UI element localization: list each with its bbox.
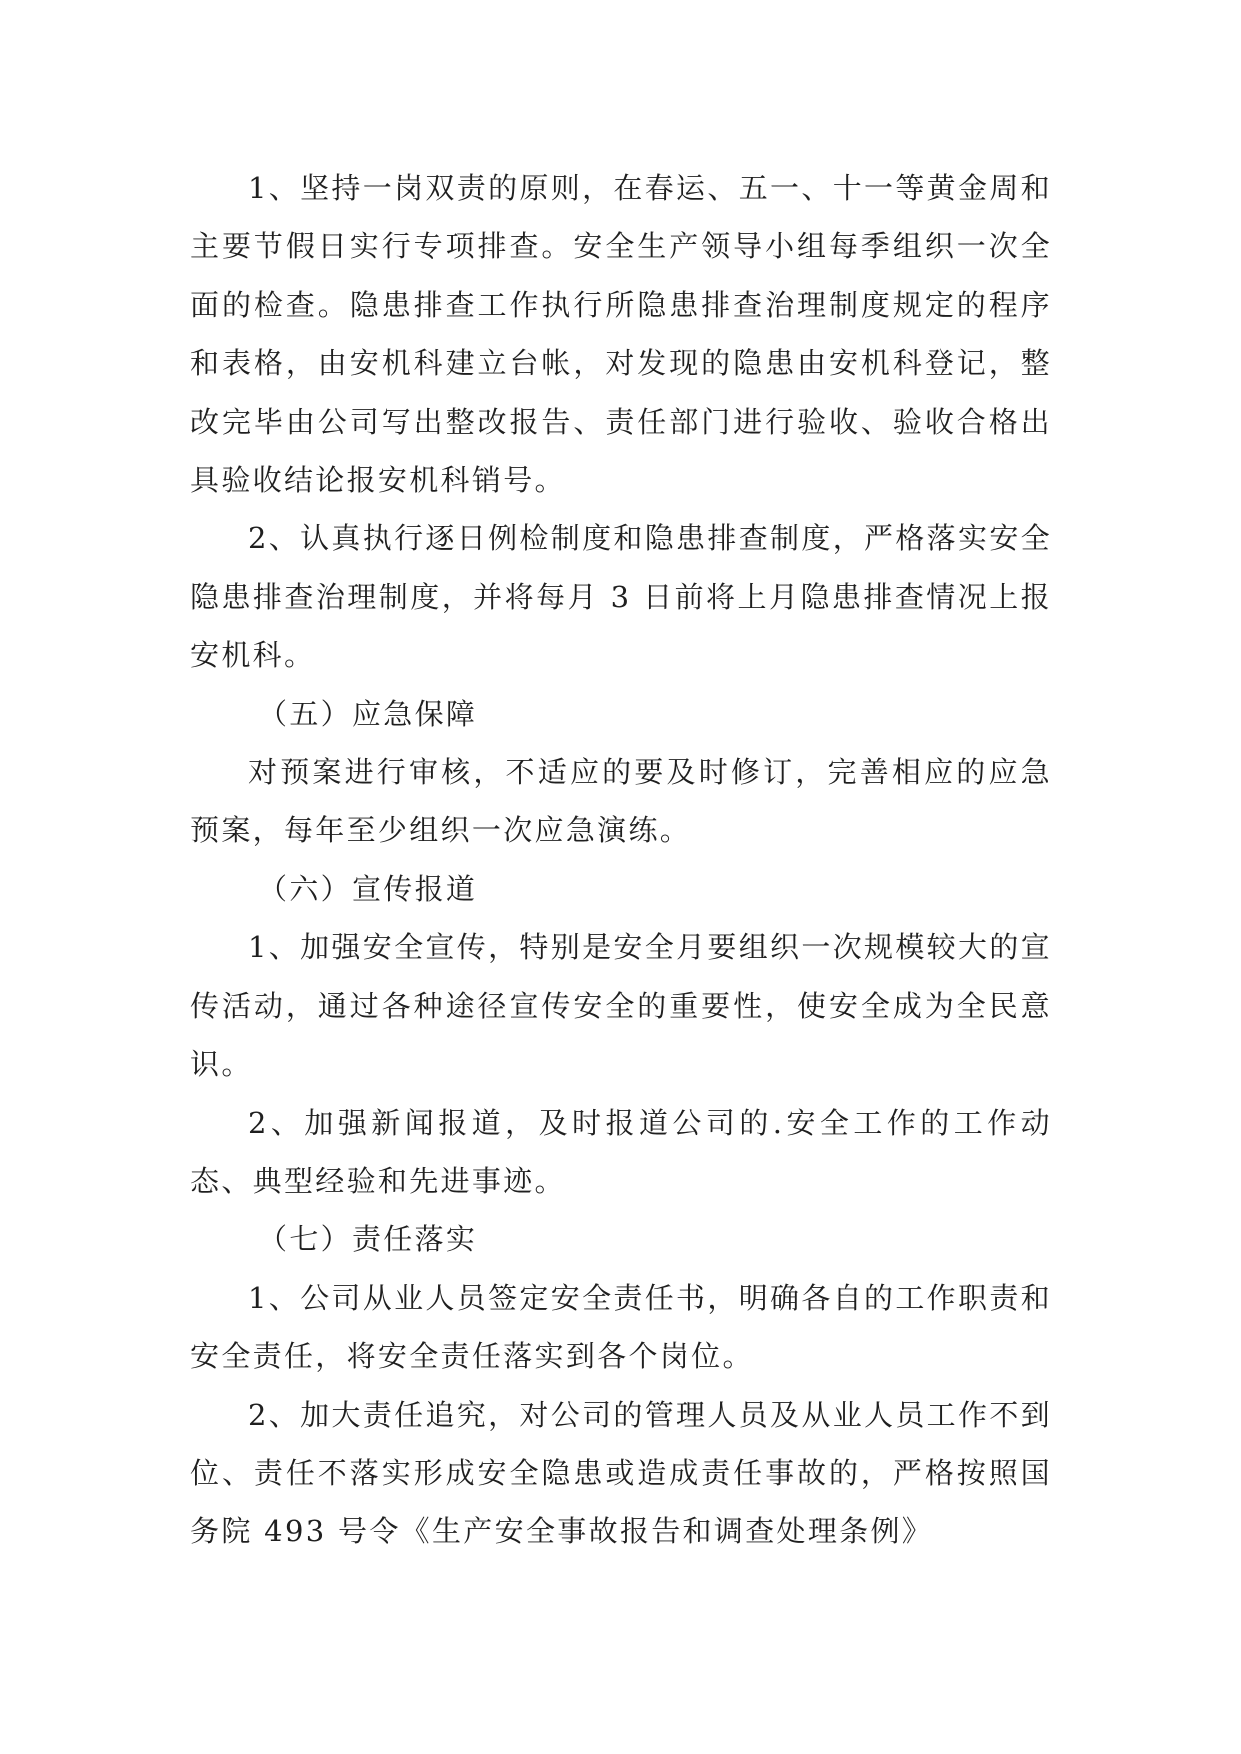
document-body [190,159,1052,1561]
section-heading-publicity: （六）宣传报道 [258,871,478,906]
paragraph-news-reporting: 2、加强新闻报道，及时报道公司的.安全工作的工作动态、典型经验和先进事迹。 [190,1105,1052,1198]
paragraph-daily-inspection: 2、认真执行逐日例检制度和隐患排查制度，严格落实安全隐患排查治理制度，并将每月 3 日前将上月隐患排查情况上报安机科。 [190,521,1052,673]
paragraph-safety-publicity: 1、加强安全宣传，特别是安全月要组织一次规模较大的宣传活动，通过各种途径宣传安全的重要性，使安全成为全民意识。 [190,930,1052,1082]
paragraph-responsibility-letter: 1、公司从业人员签定安全责任书，明确各自的工作职责和安全责任，将安全责任落实到各个岗位。 [190,1280,1052,1374]
paragraph-accountability: 2、加大责任追究，对公司的管理人员及从业人员工作不到位、责任不落实形成安全隐患或造成责任事故的，严格按照国务院 493 号令《生产安全事故报告和调查处理条例》 [190,1397,1052,1549]
section-heading-responsibility: （七）责任落实 [258,1222,478,1257]
paragraph-emergency-plan: 对预案进行审核，不适应的要及时修订，完善相应的应急预案，每年至少组织一次应急演练。 [190,755,1052,848]
paragraph-hazard-inspection: 1、坚持一岗双责的原则，在春运、五一、十一等黄金周和主要节假日实行专项排查。安全生产领导小组每季组织一次全面的检查。隐患排查工作执行所隐患排查治理制度规定的程序和表格，由安机科建立台帐，对发现的隐患由安机科登记，整改完毕由公司写出整改报告、责任部门进行验收、验收合格出具验收结论报安机科销号。 [190,171,1052,498]
section-heading-emergency: （五）应急保障 [258,696,478,731]
